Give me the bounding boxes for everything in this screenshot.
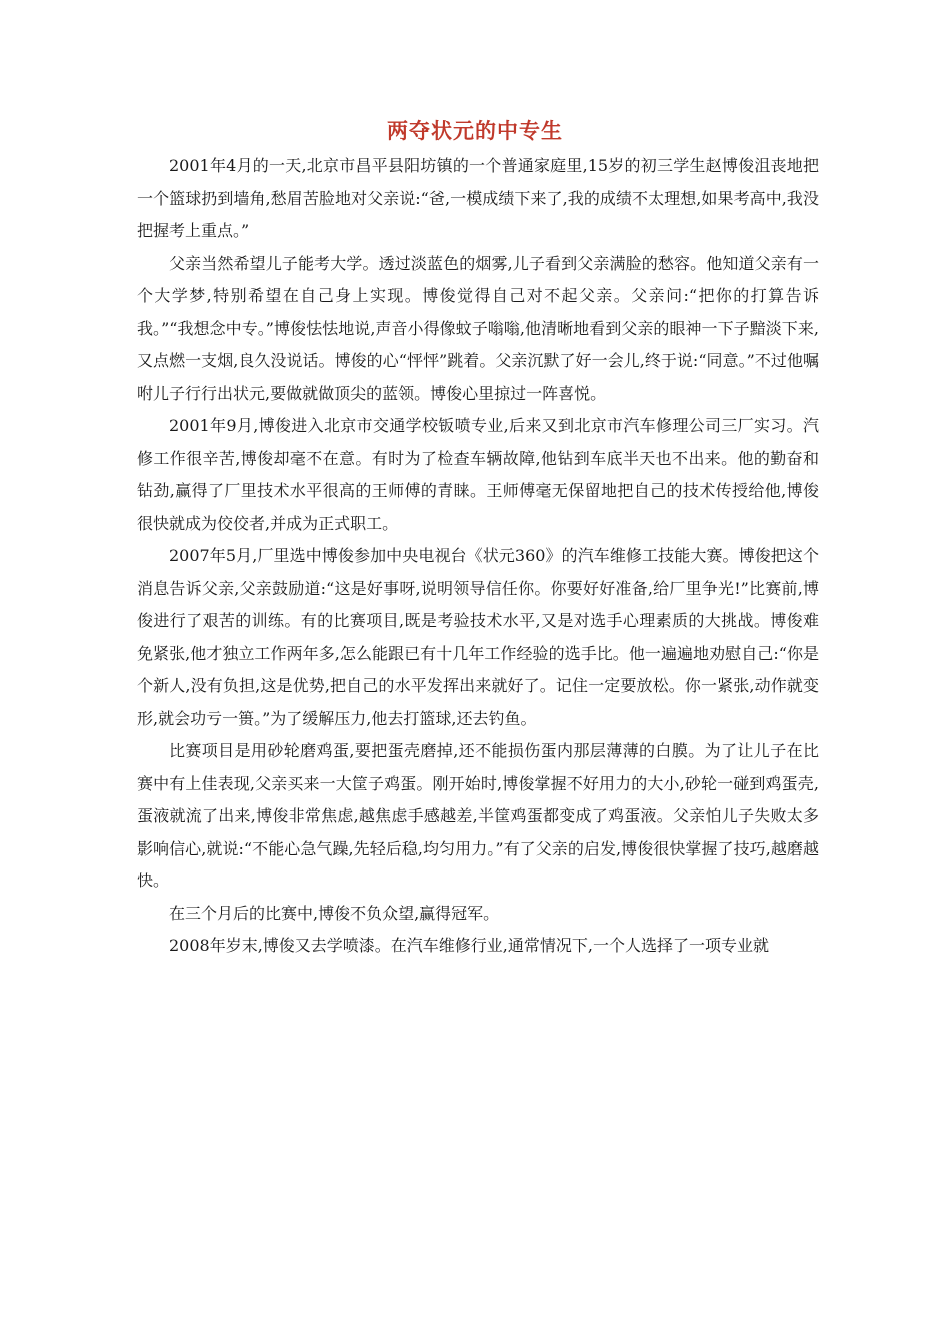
paragraph: 2001年9月,博俊进入北京市交通学校钣喷专业,后来又到北京市汽车修理公司三厂实习。汽修工作很辛苦,博俊却毫不在意。有时为了检查车辆故障,他钻到车底半天也不出来。他的勤奋和钻劲,赢得了厂里技术水平很高的王师傅的青睐。王师傅毫无保留地把自己的技术传授给他,博俊很快就成为佼佼者,并成为正式职工。 bbox=[137, 416, 819, 533]
document-title: 两夺状元的中专生 bbox=[387, 119, 563, 143]
paragraph: 父亲当然希望儿子能考大学。透过淡蓝色的烟雾,儿子看到父亲满脸的愁容。他知道父亲有一个大学梦,特别希望在自己身上实现。博俊觉得自己对不起父亲。父亲问:“把你的打算告诉我。”“我想念中专。”博俊怯怯地说,声音小得像蚊子嗡嗡,他清晰地看到父亲的眼神一下子黯淡下来,又点燃一支烟,良久没说话。博俊的心“怦怦”跳着。父亲沉默了好一会儿,终于说:“同意。”不过他嘱咐儿子行行出状元,要做就做顶尖的蓝领。博俊心里掠过一阵喜悦。 bbox=[137, 253, 819, 403]
paragraph: 在三个月后的比赛中,博俊不负众望,赢得冠军。 bbox=[169, 903, 500, 923]
paragraph: 2001年4月的一天,北京市昌平县阳坊镇的一个普通家庭里,15岁的初三学生赵博俊沮丧地把一个篮球扔到墙角,愁眉苦脸地对父亲说:“爸,一模成绩下来了,我的成绩不太理想,如果考高中,我没把握考上重点。” bbox=[137, 156, 819, 240]
paragraph: 比赛项目是用砂轮磨鸡蛋,要把蛋壳磨掉,还不能损伤蛋内那层薄薄的白膜。为了让儿子在比赛中有上佳表现,父亲买来一大筐子鸡蛋。刚开始时,博俊掌握不好用力的大小,砂轮一碰到鸡蛋壳,蛋液就流了出来,博俊非常焦虑,越焦虑手感越差,半筐鸡蛋都变成了鸡蛋液。父亲怕儿子失败太多影响信心,就说:“不能心急气躁,先轻后稳,均匀用力。”有了父亲的启发,博俊很快掌握了技巧,越磨越快。 bbox=[137, 741, 819, 890]
paragraph: 2007年5月,厂里选中博俊参加中央电视台《状元360》的汽车维修工技能大赛。博俊把这个消息告诉父亲,父亲鼓励道:“这是好事呀,说明领导信任你。你要好好准备,给厂里争光!”比赛前,博俊进行了艰苦的训练。有的比赛项目,既是考验技术水平,又是对选手心理素质的大挑战。博俊难免紧张,他才独立工作两年多,怎么能跟已有十几年工作经验的选手比。他一遍遍地劝慰自己:“你是个新人,没有负担,这是优势,把自己的水平发挥出来就好了。记住一定要放松。你一紧张,动作就变形,就会功亏一篑。”为了缓解压力,他去打篮球,还去钓鱼。 bbox=[137, 546, 819, 728]
paragraph: 2008年岁末,博俊又去学喷漆。在汽车维修行业,通常情况下,一个人选择了一项专业就 bbox=[169, 936, 769, 955]
document-body bbox=[137, 150, 819, 963]
